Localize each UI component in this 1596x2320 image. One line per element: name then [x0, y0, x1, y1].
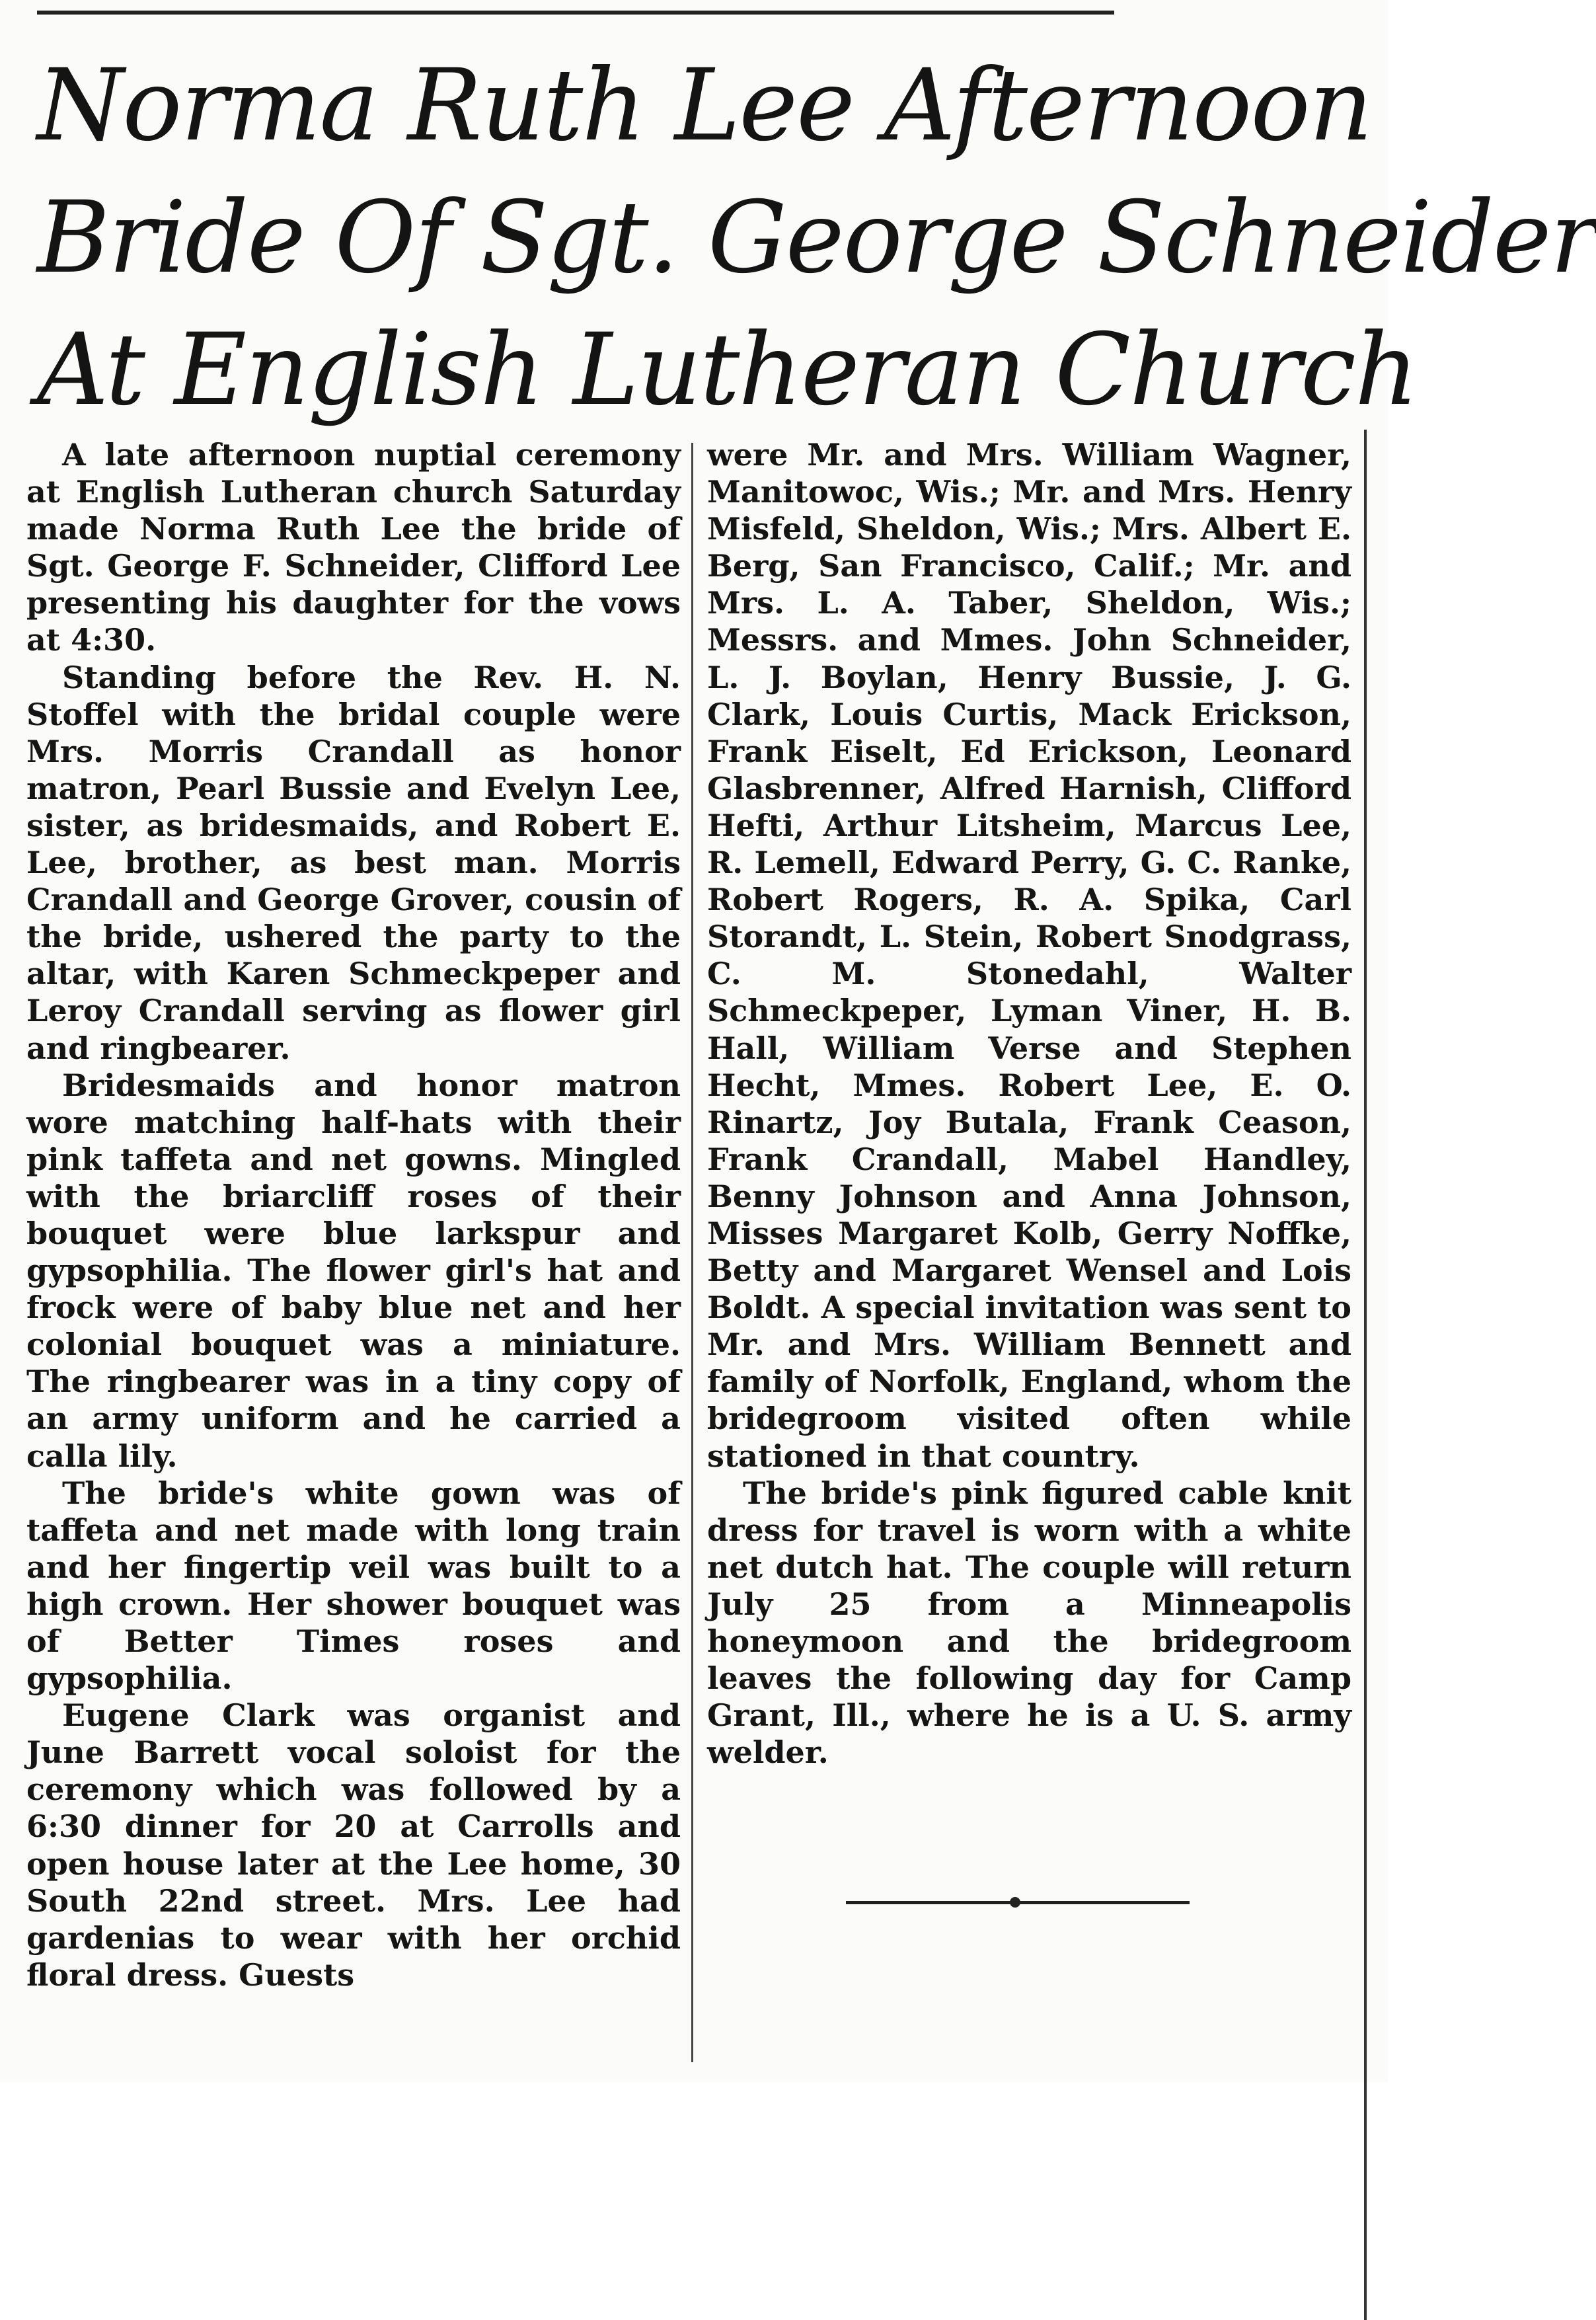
paragraph: The bride's pink figured cable knit dress for travel is worn with a white net dutch hat. The couple will return July 25 from a Minneapolis honeymoon and the bridegroom leaves the following day for Camp Grant, Ill., where he is a U. S. army welder.	[707, 1475, 1351, 1771]
column-divider	[691, 443, 693, 2062]
paragraph: Standing before the Rev. H. N. Stoffel with the bridal couple were Mrs. Morris Crandall as honor matron, Pearl Bussie and Evelyn Lee, sister, as bridesmaids, and Robert E. Lee, brother, as best man. Morris Crandall and George Grover, cousin of the bride, ushered the party to the altar, with Karen Schmeckpeper and Leroy Crandall serving as flower girl and ringbearer.	[26, 659, 681, 1066]
end-rule-dot	[1010, 1897, 1020, 1908]
right-column-rule	[1364, 430, 1367, 2320]
headline-line-2: Bride Of Sgt. George Schneider	[37, 180, 1596, 295]
headline-line-3: At English Lutheran Church	[37, 313, 1418, 428]
left-column	[26, 436, 681, 1993]
top-rule	[37, 11, 1114, 15]
headline	[37, 40, 1596, 436]
right-column	[707, 436, 1351, 1771]
paragraph: Eugene Clark was organist and June Barrett vocal soloist for the ceremony which was followed by a 6:30 dinner for 20 at Carrolls and open house later at the Lee home, 30 South 22nd street. Mrs. Lee had gardenias to wear with her orchid floral dress. Guests	[26, 1697, 681, 1993]
headline-line-1: Norma Ruth Lee Afternoon	[37, 48, 1372, 163]
paragraph: A late afternoon nuptial ceremony at English Lutheran church Saturday made Norma Ruth Lee the bride of Sgt. George F. Schneider, Clifford Lee presenting his daughter for the vows at 4:30.	[26, 437, 681, 658]
paragraph: were Mr. and Mrs. William Wagner, Manitowoc, Wis.; Mr. and Mrs. Henry Misfeld, Sheldon, Wis.; Mrs. Albert E. Berg, San Francisco, Calif.; Mr. and Mrs. L. A. Taber, Sheldon, Wis.; Messrs. and Mmes. John Schneider, L. J. Boylan, Henry Bussie, J. G. Clark, Louis Curtis, Mack Erickson, Frank Eiselt, Ed Erickson, Leonard Glasbrenner, Alfred Harnish, Clifford Hefti, Arthur Litsheim, Marcus Lee, R. Lemell, Edward Perry, G. C. Ranke, Robert Rogers, R. A. Spika, Carl Storandt, L. Stein, Robert Snodgrass, C. M. Stonedahl, Walter Schmeckpeper, Lyman Viner, H. B. Hall, William Verse and Stephen Hecht, Mmes. Robert Lee, E. O. Rinartz, Joy Butala, Frank Ceason, Frank Crandall, Mabel Handley, Benny Johnson and Anna Johnson, Misses Margaret Kolb, Gerry Noffke, Betty and Margaret Wensel and Lois Boldt. A special invitation was sent to Mr. and Mrs. William Bennett and family of Norfolk, England, whom the bridegroom visited often while stationed in that country.	[707, 437, 1351, 1474]
paragraph: The bride's white gown was of taffeta and net made with long train and her fingertip veil was built to a high crown. Her shower bouquet was of Better Times roses and gypsophilia.	[26, 1475, 681, 1697]
paragraph: Bridesmaids and honor matron wore matching half-hats with their pink taffeta and net gowns. Mingled with the briarcliff roses of their bouquet were blue larkspur and gypsophilia. The flower girl's hat and frock were of baby blue net and her colonial bouquet was a miniature. The ringbearer was in a tiny copy of an army uniform and he carried a calla lily.	[26, 1067, 681, 1474]
